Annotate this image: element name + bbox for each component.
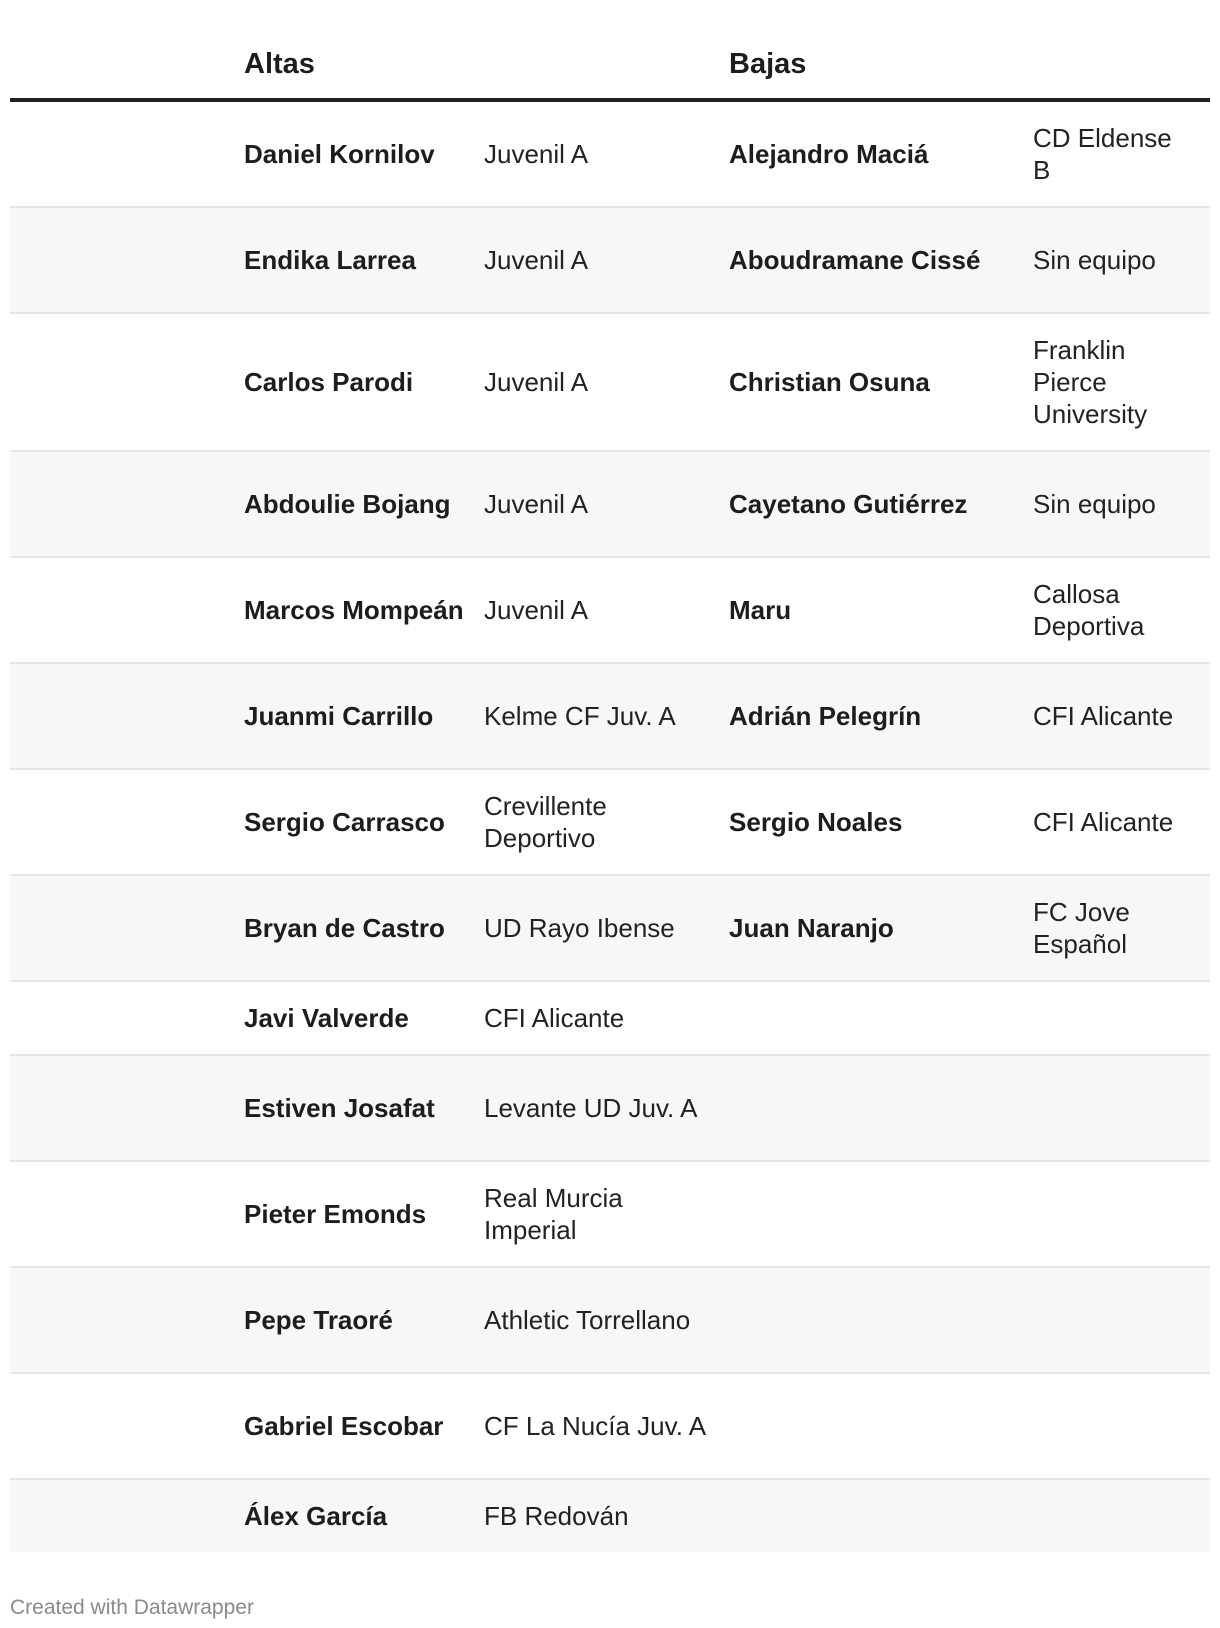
header-row <box>10 30 1210 100</box>
row-spacer <box>10 769 244 875</box>
column-header-bajas: Bajas <box>729 30 1210 100</box>
table-body <box>10 100 1210 1552</box>
row-spacer <box>10 981 244 1055</box>
row-spacer <box>10 451 244 557</box>
in-from-club-cell: UD Rayo Ibense <box>484 875 729 981</box>
out-to-club-cell: Callosa Deportiva <box>1033 557 1210 663</box>
out-player-cell <box>729 1267 1033 1373</box>
in-from-club-cell: Kelme CF Juv. A <box>484 663 729 769</box>
table-row <box>10 1267 1210 1373</box>
table-header <box>10 30 1210 100</box>
in-from-club-cell: Levante UD Juv. A <box>484 1055 729 1161</box>
out-to-club-cell: Sin equipo <box>1033 451 1210 557</box>
in-player-cell: Estiven Josafat <box>244 1055 484 1161</box>
in-from-club-cell: CF La Nucía Juv. A <box>484 1373 729 1479</box>
row-spacer <box>10 1373 244 1479</box>
in-player-cell: Juanmi Carrillo <box>244 663 484 769</box>
row-spacer <box>10 100 244 207</box>
in-player-cell: Pieter Emonds <box>244 1161 484 1267</box>
row-spacer <box>10 875 244 981</box>
out-to-club-cell: CFI Alicante <box>1033 663 1210 769</box>
in-player-cell: Sergio Carrasco <box>244 769 484 875</box>
out-to-club-cell <box>1033 1161 1210 1267</box>
row-spacer <box>10 557 244 663</box>
out-player-cell <box>729 1373 1033 1479</box>
in-from-club-cell: Real Murcia Imperial <box>484 1161 729 1267</box>
out-player-cell <box>729 1161 1033 1267</box>
in-from-club-cell: Juvenil A <box>484 451 729 557</box>
table-row <box>10 451 1210 557</box>
transfers-table <box>10 30 1210 1552</box>
table-row <box>10 663 1210 769</box>
in-from-club-cell: Juvenil A <box>484 207 729 313</box>
out-player-cell <box>729 1055 1033 1161</box>
in-player-cell: Abdoulie Bojang <box>244 451 484 557</box>
in-from-club-cell: Crevillente Deportivo <box>484 769 729 875</box>
out-player-cell: Juan Naranjo <box>729 875 1033 981</box>
out-player-cell: Adrián Pelegrín <box>729 663 1033 769</box>
in-from-club-cell: FB Redován <box>484 1479 729 1552</box>
in-player-cell: Javi Valverde <box>244 981 484 1055</box>
in-player-cell: Bryan de Castro <box>244 875 484 981</box>
in-player-cell: Marcos Mompeán <box>244 557 484 663</box>
out-player-cell: Alejandro Maciá <box>729 100 1033 207</box>
table-row <box>10 1373 1210 1479</box>
in-from-club-cell: Juvenil A <box>484 557 729 663</box>
column-header-altas: Altas <box>244 30 729 100</box>
out-player-cell <box>729 981 1033 1055</box>
row-spacer <box>10 1161 244 1267</box>
table-row <box>10 1161 1210 1267</box>
in-from-club-cell: Athletic Torrellano <box>484 1267 729 1373</box>
out-player-cell <box>729 1479 1033 1552</box>
out-to-club-cell <box>1033 1479 1210 1552</box>
in-player-cell: Carlos Parodi <box>244 313 484 451</box>
row-spacer <box>10 1479 244 1552</box>
out-player-cell: Sergio Noales <box>729 769 1033 875</box>
in-player-cell: Álex García <box>244 1479 484 1552</box>
out-to-club-cell: FC Jove Español <box>1033 875 1210 981</box>
out-player-cell: Christian Osuna <box>729 313 1033 451</box>
table-row <box>10 557 1210 663</box>
out-player-cell: Maru <box>729 557 1033 663</box>
in-from-club-cell: Juvenil A <box>484 313 729 451</box>
table-row <box>10 875 1210 981</box>
out-to-club-cell: CFI Alicante <box>1033 769 1210 875</box>
row-spacer <box>10 207 244 313</box>
table-row <box>10 1055 1210 1161</box>
datawrapper-credit[interactable]: Created with Datawrapper <box>10 1596 254 1619</box>
out-to-club-cell: Sin equipo <box>1033 207 1210 313</box>
table-row <box>10 981 1210 1055</box>
out-to-club-cell <box>1033 981 1210 1055</box>
table-row <box>10 1479 1210 1552</box>
in-player-cell: Gabriel Escobar <box>244 1373 484 1479</box>
out-player-cell: Aboudramane Cissé <box>729 207 1033 313</box>
in-from-club-cell: Juvenil A <box>484 100 729 207</box>
in-player-cell: Pepe Traoré <box>244 1267 484 1373</box>
row-spacer <box>10 663 244 769</box>
row-spacer <box>10 1055 244 1161</box>
row-spacer <box>10 1267 244 1373</box>
table-row <box>10 313 1210 451</box>
row-spacer <box>10 313 244 451</box>
out-player-cell: Cayetano Gutiérrez <box>729 451 1033 557</box>
out-to-club-cell: CD Eldense B <box>1033 100 1210 207</box>
in-player-cell: Endika Larrea <box>244 207 484 313</box>
table-row <box>10 207 1210 313</box>
out-to-club-cell <box>1033 1055 1210 1161</box>
out-to-club-cell <box>1033 1373 1210 1479</box>
in-player-cell: Daniel Kornilov <box>244 100 484 207</box>
in-from-club-cell: CFI Alicante <box>484 981 729 1055</box>
table-row <box>10 769 1210 875</box>
table-row <box>10 100 1210 207</box>
out-to-club-cell: Franklin Pierce University <box>1033 313 1210 451</box>
header-spacer <box>10 30 244 100</box>
out-to-club-cell <box>1033 1267 1210 1373</box>
